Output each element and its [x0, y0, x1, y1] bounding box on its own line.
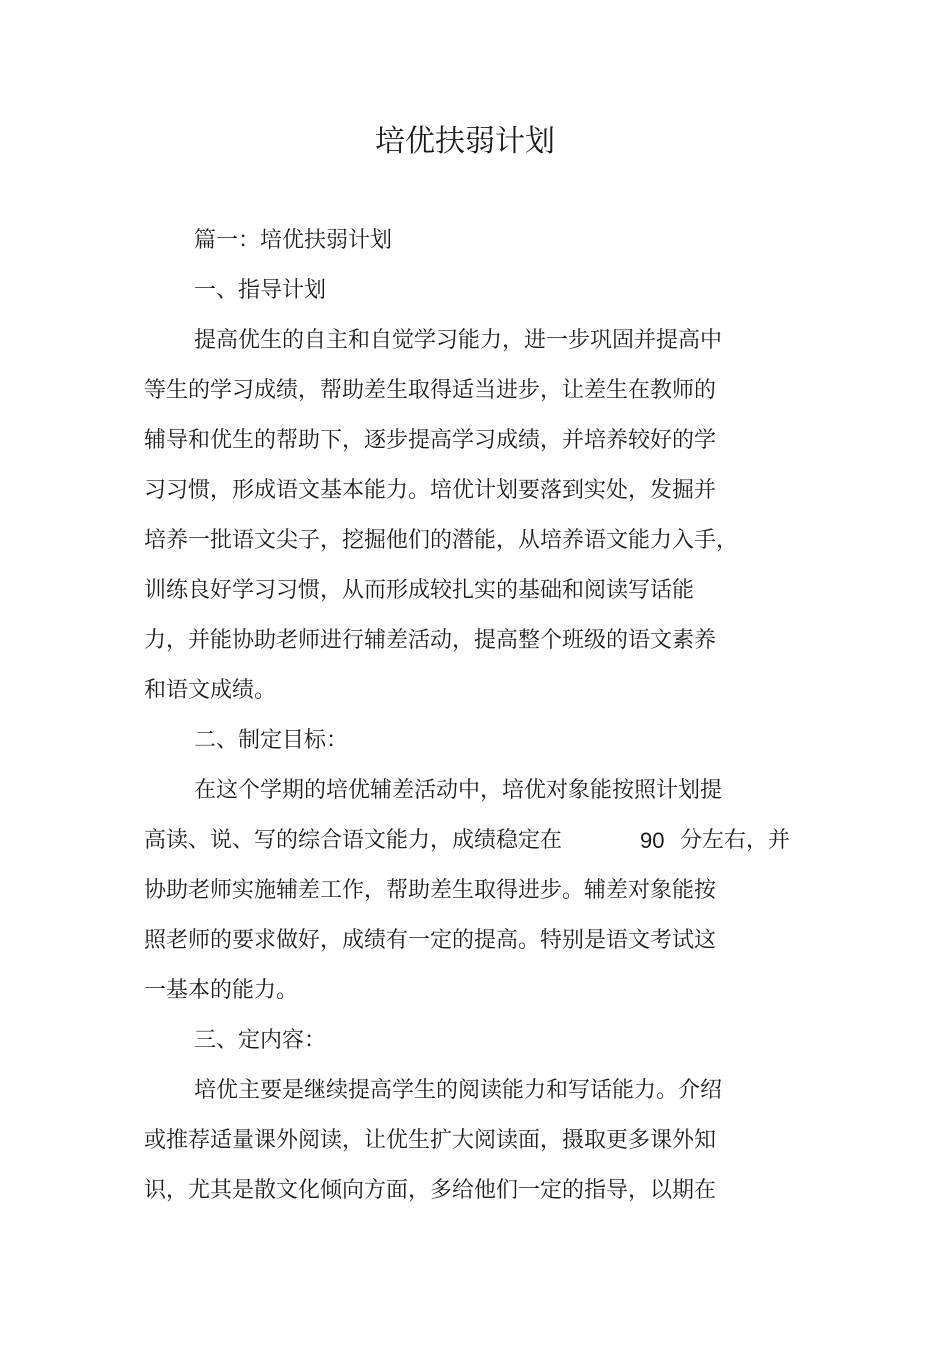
paragraph-line: 培养一批语文尖子，挖掘他们的潜能，从培养语文能力入手， [144, 528, 739, 553]
paragraph-line: 协助老师实施辅差工作，帮助差生取得进步。辅差对象能按 [144, 878, 717, 903]
paragraph-line: 习习惯，形成语文基本能力。培优计划要落到实处，发掘并 [144, 478, 717, 503]
paragraph-line: 或推荐适量课外阅读，让优生扩大阅读面，摄取更多课外知 [144, 1128, 717, 1153]
paragraph-line-end: 分左右，并 [680, 828, 791, 853]
paragraph-line: 辅导和优生的帮助下，逐步提高学习成绩，并培养较好的学 [144, 428, 717, 453]
score-number: 90 [640, 828, 665, 853]
paragraph-line: 和语文成绩。 [144, 678, 277, 703]
paragraph-line: 一基本的能力。 [144, 978, 299, 1003]
document-title: 培优扶弱计划 [375, 124, 555, 159]
section-heading-set-goals: 二、制定目标： [194, 728, 349, 753]
paragraph-line: 训练良好学习习惯，从而形成较扎实的基础和阅读写话能 [144, 578, 695, 603]
section-heading-set-content: 三、定内容： [194, 1028, 327, 1053]
paragraph-line: 在这个学期的培优辅差活动中，培优对象能按照计划提 [194, 778, 723, 803]
paragraph-line: 等生的学习成绩，帮助差生取得适当进步，让差生在教师的 [144, 378, 717, 403]
paragraph-line: 识，尤其是散文化倾向方面，多给他们一定的指导，以期在 [144, 1178, 717, 1203]
paragraph-line: 高读、说、写的综合语文能力，成绩稳定在 [144, 828, 563, 853]
section-heading-part-one: 篇一：培优扶弱计划 [194, 228, 393, 253]
paragraph-line: 培优主要是继续提高学生的阅读能力和写话能力。介绍 [194, 1078, 723, 1103]
section-heading-guidance-plan: 一、指导计划 [194, 278, 327, 303]
paragraph-line: 力，并能协助老师进行辅差活动，提高整个班级的语文素养 [144, 628, 717, 653]
paragraph-line: 照老师的要求做好，成绩有一定的提高。特别是语文考试这 [144, 928, 717, 953]
paragraph-line: 提高优生的自主和自觉学习能力，进一步巩固并提高中 [194, 328, 723, 353]
